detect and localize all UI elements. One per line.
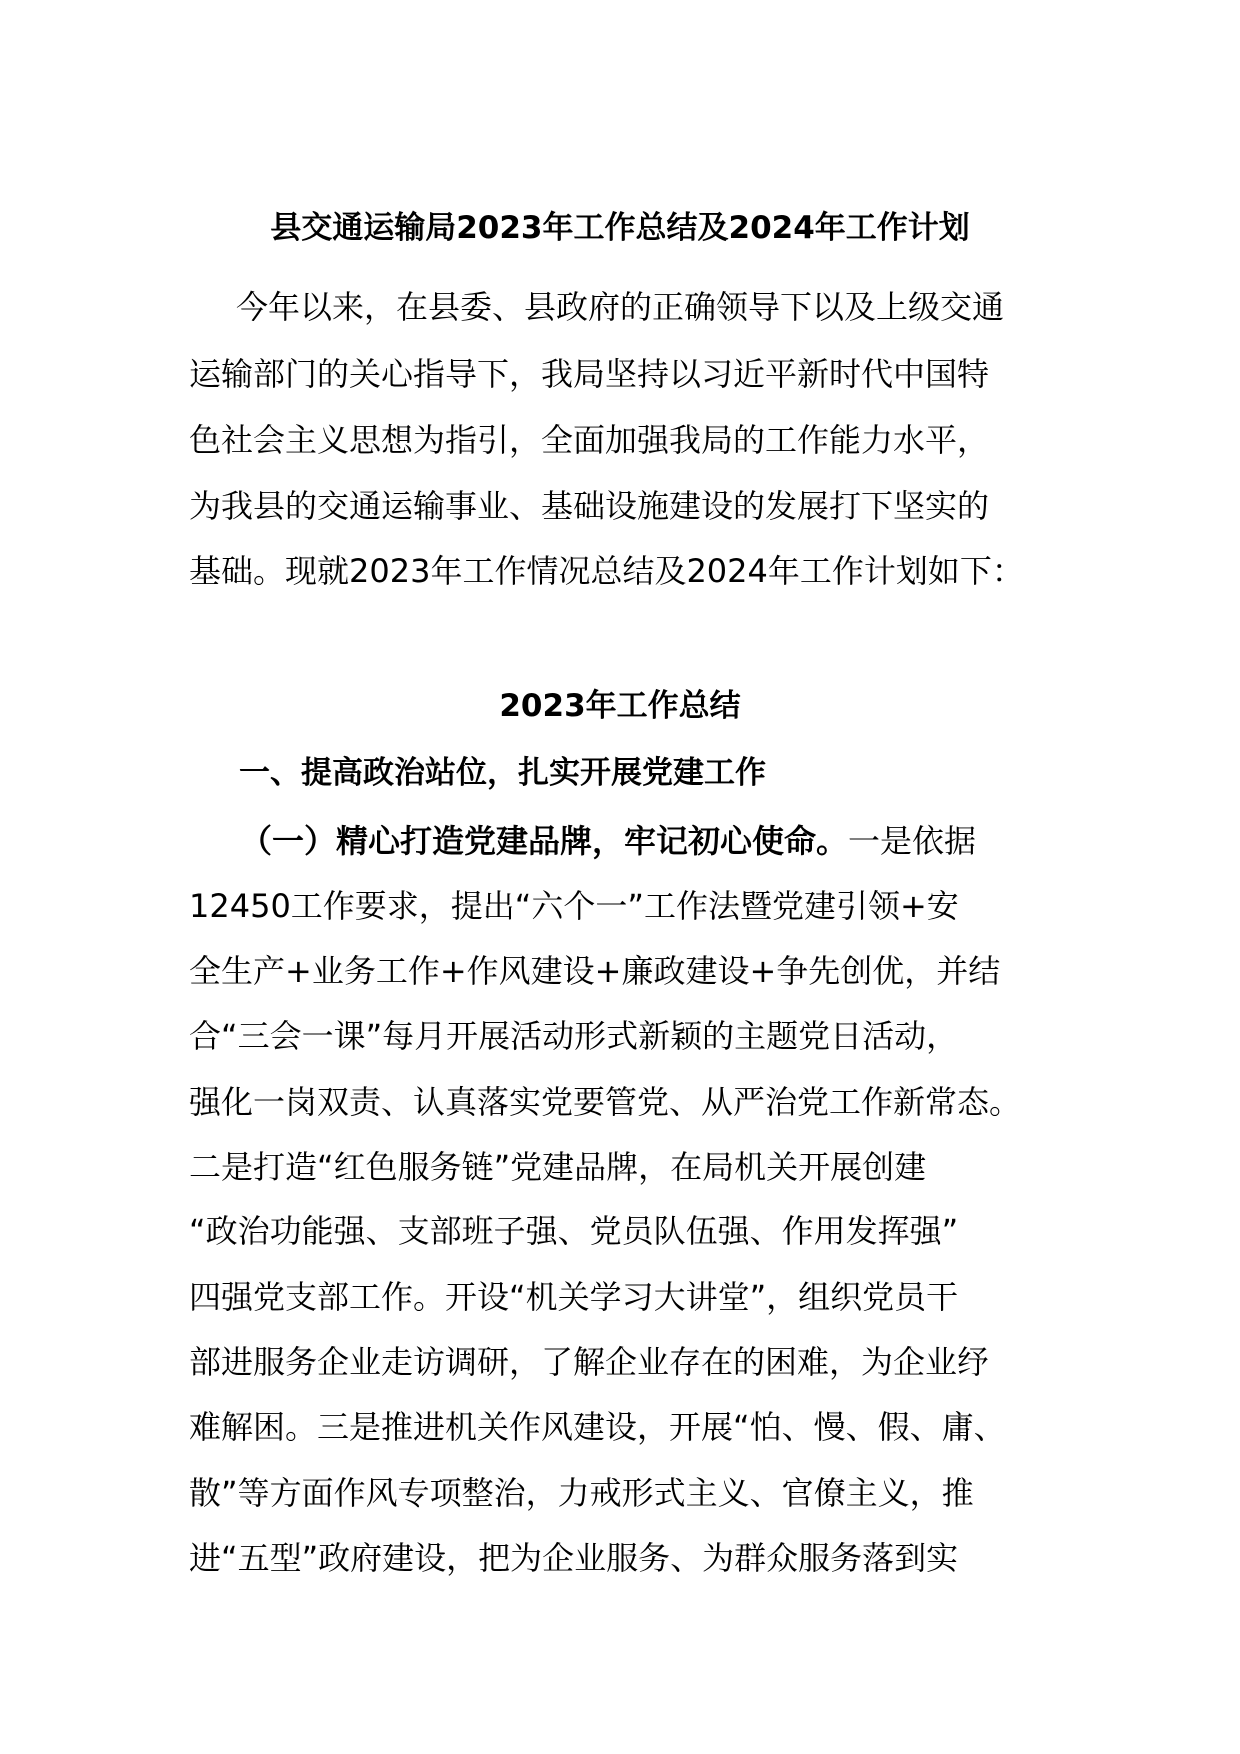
body-line: 二是打造“红色服务链”党建品牌，在局机关开展创建 (189, 1148, 927, 1186)
body-line: 难解困。三是推进机关作风建设，开展“怕、慢、假、庸、 (189, 1408, 1006, 1446)
body-line: 四强党支部工作。开设“机关学习大讲堂”，组织党员干 (189, 1278, 959, 1316)
body-line: “政治功能强、支部班子强、党员队伍强、作用发挥强” (189, 1212, 959, 1250)
intro-line: 色社会主义思想为指引，全面加强我局的工作能力水平， (189, 421, 990, 459)
body-line: 全生产+业务工作+作风建设+廉政建设+争先创优，并结 (189, 952, 1001, 990)
subheading-rest: 一是依据 (848, 822, 977, 860)
heading-1: 一、提高政治站位，扎实开展党建工作 (239, 755, 766, 791)
intro-line: 为我县的交通运输事业、基础设施建设的发展打下坚实的 (189, 487, 990, 525)
subheading-line (240, 821, 976, 861)
section-title: 2023年工作总结 (499, 688, 741, 724)
document-title: 县交通运输局2023年工作总结及2024年工作计划 (270, 210, 970, 246)
intro-line: 运输部门的关心指导下，我局坚持以习近平新时代中国特 (189, 355, 990, 393)
body-line: 强化一岗双责、认真落实党要管党、从严治党工作新常态。 (189, 1083, 1022, 1121)
body-line: 12450工作要求，提出“六个一”工作法暨党建引领+安 (189, 887, 959, 925)
subheading-bold: （一）精心打造党建品牌，牢记初心使命。 (240, 822, 849, 860)
body-line: 散”等方面作风专项整治，力戒形式主义、官僚主义，推 (189, 1474, 974, 1512)
intro-line: 基础。现就2023年工作情况总结及2024年工作计划如下： (189, 552, 1024, 590)
body-line: 合“三会一课”每月开展活动形式新颖的主题党日活动， (189, 1017, 959, 1055)
intro-line: 今年以来，在县委、县政府的正确领导下以及上级交通 (236, 288, 1005, 326)
body-line: 进“五型”政府建设，把为企业服务、为群众服务落到实 (189, 1539, 959, 1577)
body-line: 部进服务企业走访调研，了解企业存在的困难，为企业纾 (189, 1343, 990, 1381)
